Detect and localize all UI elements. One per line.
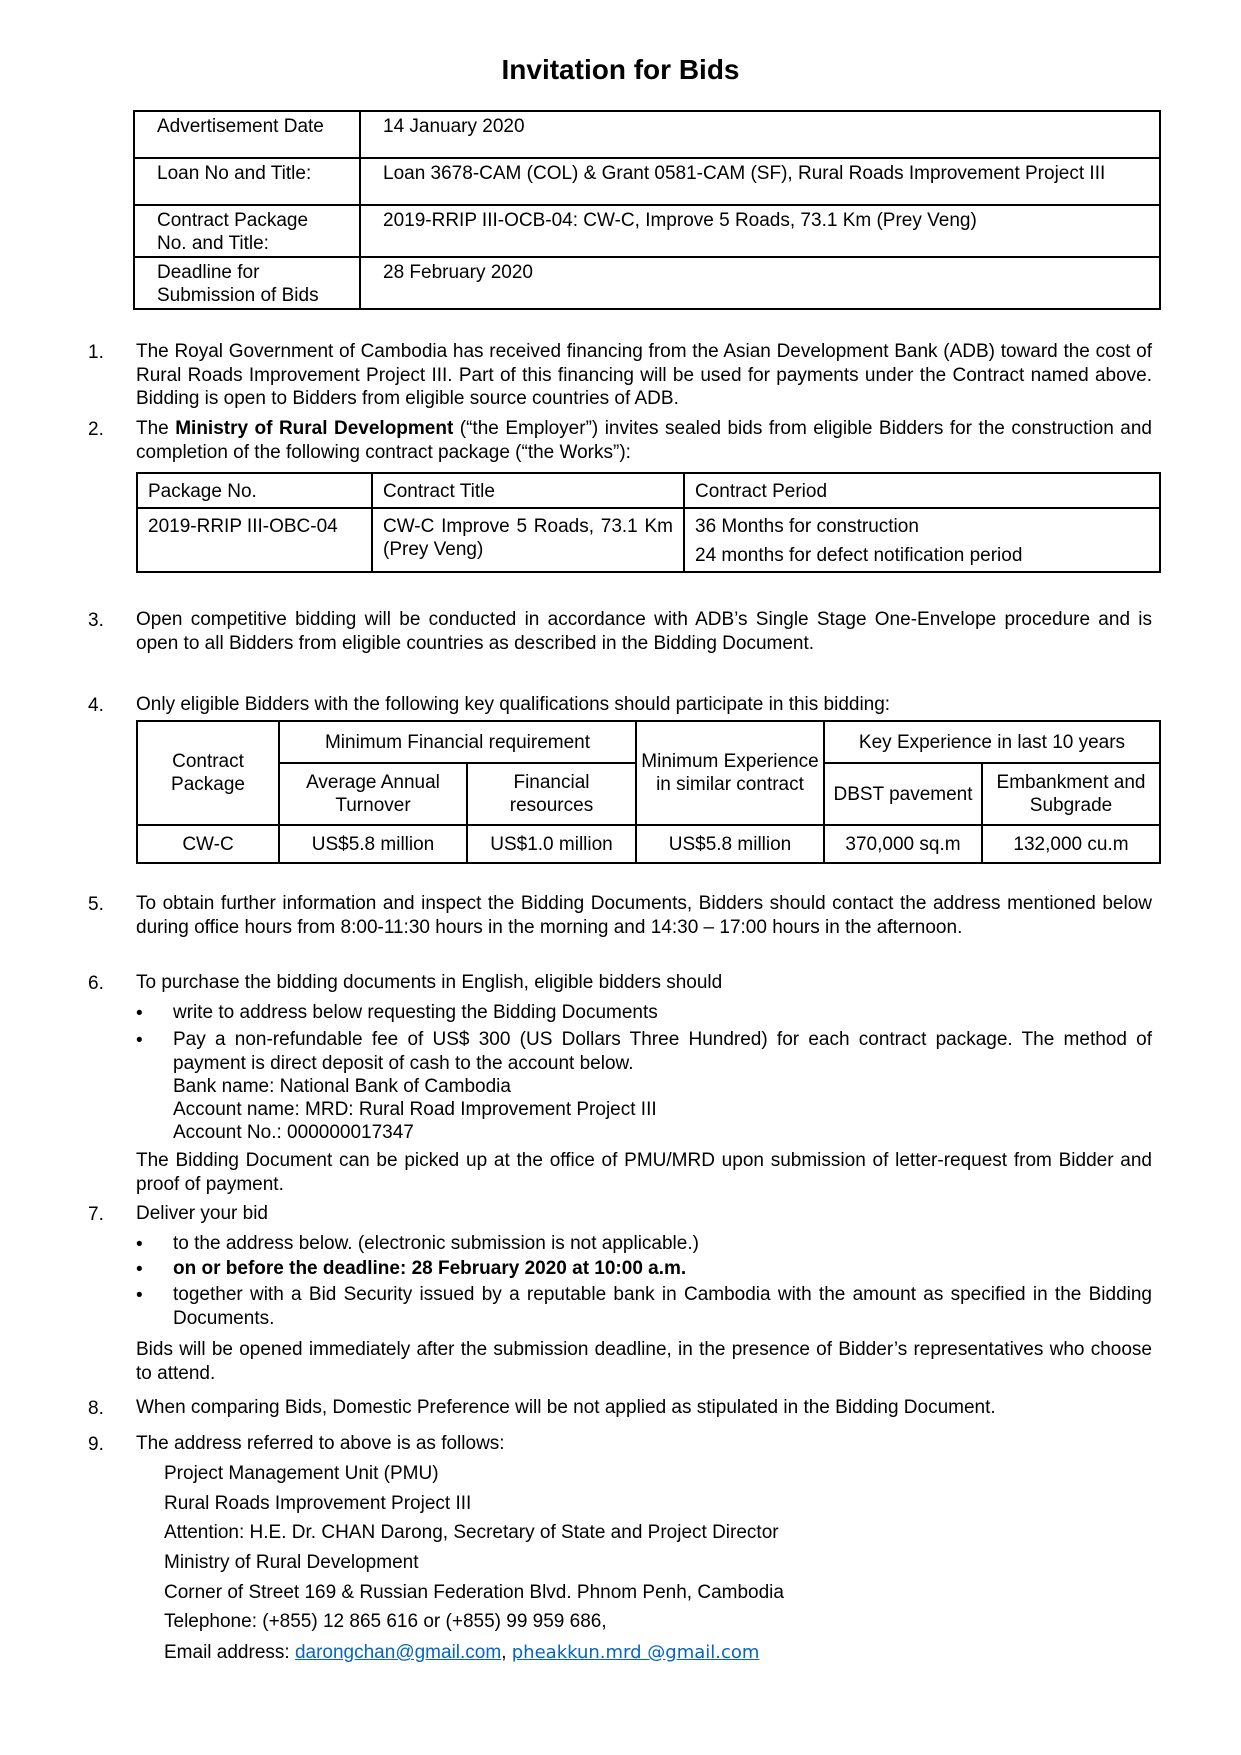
table-row bbox=[137, 825, 1160, 863]
bullet-icon: • bbox=[136, 1030, 143, 1051]
address-line: Attention: H.E. Dr. CHAN Darong, Secretary of State and Project Director bbox=[164, 1522, 779, 1543]
paragraph-8: When comparing Bids, Domestic Preference will be not applied as stipulated in the Bidding Document. bbox=[136, 1397, 996, 1418]
paragraph-6-note: The Bidding Document can be picked up at the office of PMU/MRD upon submission of letter-request from Bidder and proof of payment. bbox=[136, 1150, 1152, 1195]
item-number: 1. bbox=[88, 342, 104, 363]
item-number: 8. bbox=[88, 1398, 104, 1419]
table-row bbox=[134, 257, 1160, 309]
bullet-icon: • bbox=[136, 1259, 143, 1280]
column-header: Embankment and Subgrade bbox=[982, 763, 1160, 825]
table-cell: 132,000 cu.m bbox=[982, 825, 1160, 863]
paragraph-7-note: Bids will be opened immediately after the submission deadline, in the presence of Bidder’s representatives who choose to attend. bbox=[136, 1339, 1152, 1384]
paragraph-6: To purchase the bidding documents in English, eligible bidders should bbox=[136, 972, 723, 993]
advert-label: Advertisement Date bbox=[134, 111, 360, 158]
account-number: Account No.: 000000017347 bbox=[173, 1122, 414, 1143]
table-row bbox=[134, 111, 1160, 158]
column-header: Financial resources bbox=[467, 763, 636, 825]
column-header: Minimum Financial requirement bbox=[279, 721, 636, 763]
employer-name: Ministry of Rural Development bbox=[175, 418, 454, 439]
advert-label: Loan No and Title: bbox=[134, 158, 360, 205]
paragraph-9: The address referred to above is as follows: bbox=[136, 1433, 505, 1454]
paragraph-5: To obtain further information and inspect the Bidding Documents, Bidders should contact the address mentioned below during office hours from 8:00-11:30 hours in the morning and 14:30 – 17:00 hours in the afternoon. bbox=[136, 893, 1152, 938]
deadline-item: on or before the deadline: 28 February 2020 at 10:00 a.m. bbox=[173, 1258, 687, 1279]
item-number: 9. bbox=[88, 1434, 104, 1455]
advert-value: 28 February 2020 bbox=[360, 257, 1160, 309]
list-item: to the address below. (electronic submission is not applicable.) bbox=[173, 1233, 699, 1254]
table-cell: US$5.8 million bbox=[279, 825, 467, 863]
bullet-icon: • bbox=[136, 1285, 143, 1306]
table-header-row bbox=[137, 473, 1160, 508]
table-header-row bbox=[137, 721, 1160, 763]
address-line: Project Management Unit (PMU) bbox=[164, 1463, 439, 1484]
paragraph-4: Only eligible Bidders with the following key qualifications should participate in this bidding: bbox=[136, 694, 891, 715]
column-header: Average Annual Turnover bbox=[279, 763, 467, 825]
item-number: 6. bbox=[88, 973, 104, 994]
advert-value: 2019-RRIP III-OCB-04: CW-C, Improve 5 Roads, 73.1 Km (Prey Veng) bbox=[360, 205, 1160, 257]
item-number: 5. bbox=[88, 894, 104, 915]
column-header: Contract Title bbox=[372, 473, 684, 508]
paragraph-7: Deliver your bid bbox=[136, 1203, 268, 1224]
address-line: Ministry of Rural Development bbox=[164, 1552, 419, 1573]
email-separator: , bbox=[501, 1642, 512, 1663]
qualification-table bbox=[136, 720, 1161, 864]
period-line: 24 months for defect notification period bbox=[695, 545, 1023, 566]
email-link-darong[interactable]: darongchan@gmail.com bbox=[294, 1642, 502, 1663]
column-header: Contract Package bbox=[137, 721, 279, 825]
bullet-icon: • bbox=[136, 1003, 143, 1024]
email-link-pheakkun[interactable]: pheakkun.mrd @gmail.com bbox=[511, 1642, 760, 1663]
advert-value: 14 January 2020 bbox=[360, 111, 1160, 158]
paragraph-2 bbox=[136, 417, 1152, 464]
advert-label: Deadline for Submission of Bids bbox=[134, 257, 360, 309]
column-header: Minimum Experience in similar contract bbox=[636, 721, 824, 825]
table-row bbox=[134, 205, 1160, 257]
paragraph-1: The Royal Government of Cambodia has received financing from the Asian Development Bank (ADB) toward the cost of Rural Roads Improvement Project III. Part of this financing will be used for payments under the Contract named above. Bidding is open to Bidders from eligible source countries of ADB. bbox=[136, 341, 1152, 409]
list-item: Pay a non-refundable fee of US$ 300 (US Dollars Three Hundred) for each contract package. The method of payment is direct deposit of cash to the account below. bbox=[173, 1029, 1152, 1074]
table-cell: CW-C bbox=[137, 825, 279, 863]
list-item: write to address below requesting the Bidding Documents bbox=[173, 1002, 658, 1023]
column-header: Package No. bbox=[137, 473, 372, 508]
paragraph-text: (“the Employer”) invites sealed bids from eligible Bidders for the construction and completion of the following contract package (“the Works”): bbox=[136, 418, 1152, 463]
table-row bbox=[134, 158, 1160, 205]
email-label: Email address: bbox=[164, 1642, 295, 1663]
item-number: 2. bbox=[88, 419, 104, 440]
table-cell: US$5.8 million bbox=[636, 825, 824, 863]
page-title: Invitation for Bids bbox=[501, 54, 740, 85]
advertisement-table bbox=[133, 110, 1161, 310]
table-cell: 370,000 sq.m bbox=[824, 825, 982, 863]
column-header: Contract Period bbox=[684, 473, 1160, 508]
address-line: Rural Roads Improvement Project III bbox=[164, 1493, 472, 1514]
table-row bbox=[137, 508, 1160, 572]
advert-label: Contract Package No. and Title: bbox=[134, 205, 360, 257]
advert-value: Loan 3678-CAM (COL) & Grant 0581-CAM (SF), Rural Roads Improvement Project III bbox=[360, 158, 1160, 205]
paragraph-text: The bbox=[136, 418, 176, 439]
table-cell: 2019-RRIP III-OBC-04 bbox=[137, 508, 372, 572]
table-cell: US$1.0 million bbox=[467, 825, 636, 863]
item-number: 7. bbox=[88, 1204, 104, 1225]
email-line bbox=[164, 1641, 759, 1664]
paragraph-3: Open competitive bidding will be conducted in accordance with ADB’s Single Stage One-Envelope procedure and is open to all Bidders from eligible countries as described in the Bidding Document. bbox=[136, 609, 1152, 654]
address-line: Corner of Street 169 & Russian Federation Blvd. Phnom Penh, Cambodia bbox=[164, 1582, 784, 1603]
item-number: 4. bbox=[88, 695, 104, 716]
list-item: together with a Bid Security issued by a reputable bank in Cambodia with the amount as specified in the Bidding Documents. bbox=[173, 1284, 1152, 1329]
column-header: Key Experience in last 10 years bbox=[824, 721, 1160, 763]
item-number: 3. bbox=[88, 610, 104, 631]
bullet-icon: • bbox=[136, 1234, 143, 1255]
bank-name: Bank name: National Bank of Cambodia bbox=[173, 1076, 511, 1097]
table-cell: CW-C Improve 5 Roads, 73.1 Km (Prey Veng) bbox=[372, 508, 684, 572]
column-header: DBST pavement bbox=[824, 763, 982, 825]
table-cell bbox=[684, 508, 1160, 572]
account-name: Account name: MRD: Rural Road Improvement Project III bbox=[173, 1099, 657, 1120]
period-line: 36 Months for construction bbox=[695, 516, 919, 537]
package-table bbox=[136, 472, 1161, 573]
telephone-line: Telephone: (+855) 12 865 616 or (+855) 99 959 686, bbox=[164, 1611, 607, 1632]
